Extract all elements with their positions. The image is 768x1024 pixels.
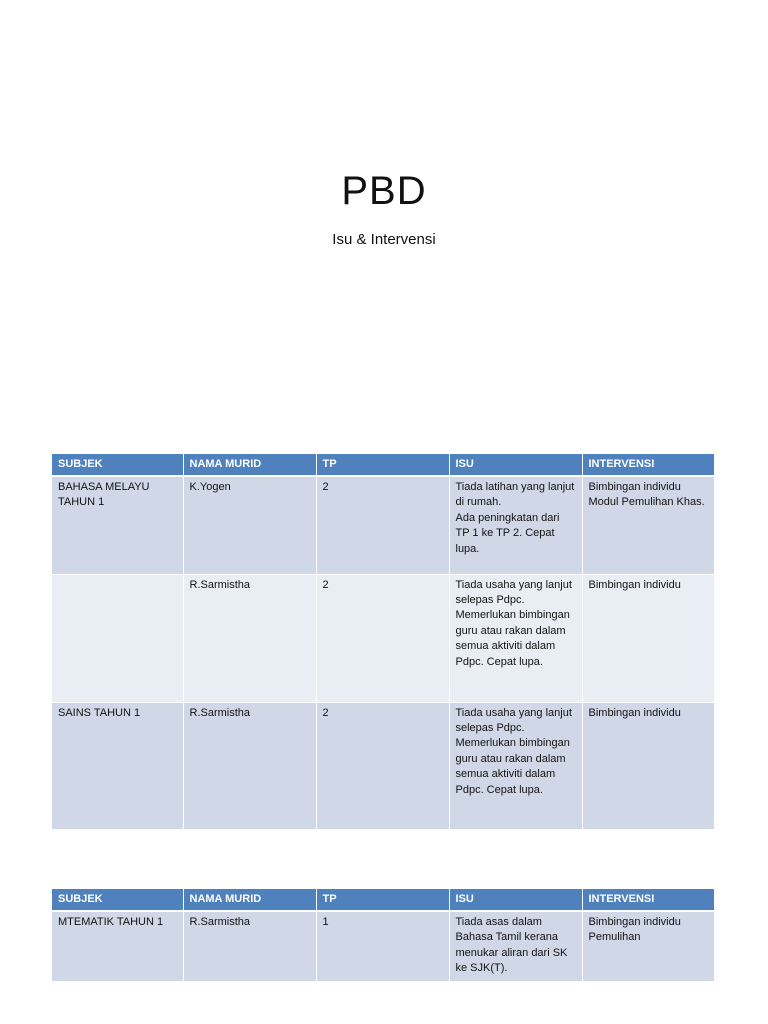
cell-isu bbox=[449, 702, 582, 829]
cell-subjek: MTEMATIK TAHUN 1 bbox=[52, 911, 183, 981]
page-subtitle: Isu & Intervensi bbox=[332, 231, 436, 248]
cell-nama-murid: K.Yogen bbox=[183, 476, 316, 574]
table-header-row bbox=[52, 889, 714, 911]
table-row bbox=[52, 476, 714, 574]
header-nama-murid: NAMA MURID bbox=[183, 889, 316, 911]
cell-tp: 1 bbox=[316, 911, 449, 981]
cell-subjek bbox=[52, 574, 183, 702]
header-tp: TP bbox=[316, 889, 449, 911]
header-isu: ISU bbox=[449, 454, 582, 476]
intervensi-text: Bimbingan individu bbox=[588, 916, 681, 928]
header-intervensi: INTERVENSI bbox=[582, 889, 714, 911]
table-row bbox=[52, 702, 714, 829]
cell-tp: 2 bbox=[316, 476, 449, 574]
table-header-row bbox=[52, 454, 714, 476]
intervensi-text: Bimbingan individu bbox=[588, 481, 681, 493]
page-title: PBD bbox=[341, 169, 427, 213]
isu-text: Tiada latihan yang lanjut di rumah. bbox=[455, 481, 575, 509]
cell-intervensi bbox=[582, 702, 714, 829]
intervensi-text-2: Pemulihan bbox=[588, 931, 641, 944]
cell-isu bbox=[449, 574, 582, 702]
header-isu: ISU bbox=[449, 889, 582, 911]
intervensi-text: Bimbingan individu bbox=[588, 706, 681, 719]
cell-subjek: SAINS TAHUN 1 bbox=[52, 702, 183, 829]
intervensi-text: Bimbingan individu bbox=[588, 578, 681, 591]
cell-nama-murid: R.Sarmistha bbox=[183, 702, 316, 829]
cell-tp: 2 bbox=[316, 702, 449, 829]
cell-nama-murid: R.Sarmistha bbox=[183, 911, 316, 981]
table-row bbox=[52, 911, 714, 981]
isu-text: Tiada usaha yang lanjut selepas Pdpc. bbox=[455, 578, 572, 606]
intervensi-text-2: Modul Pemulihan Khas. bbox=[588, 496, 705, 509]
cell-intervensi bbox=[582, 574, 714, 702]
cell-tp: 2 bbox=[316, 574, 449, 702]
isu-text-2: Memerlukan bimbingan guru atau rakan dalam semua aktiviti dalam Pdpc. Cepat lupa. bbox=[455, 609, 570, 668]
cell-nama-murid: R.Sarmistha bbox=[183, 574, 316, 702]
cell-isu: Tiada asas dalam Bahasa Tamil kerana menukar aliran dari SK ke SJK(T). bbox=[449, 911, 582, 981]
header-subjek: SUBJEK bbox=[52, 889, 183, 911]
isu-text: Tiada usaha yang lanjut selepas Pdpc. bbox=[455, 706, 572, 734]
table-row bbox=[52, 574, 714, 702]
pbd-table-1 bbox=[52, 454, 714, 830]
cell-isu bbox=[449, 476, 582, 574]
isu-text-2: Ada peningkatan dari TP 1 ke TP 2. Cepat lupa. bbox=[455, 511, 560, 555]
cell-subjek: BAHASA MELAYU TAHUN 1 bbox=[52, 476, 183, 574]
header-nama-murid: NAMA MURID bbox=[183, 454, 316, 476]
cell-intervensi bbox=[582, 911, 714, 981]
cell-intervensi bbox=[582, 476, 714, 574]
pbd-table-2 bbox=[52, 889, 714, 982]
header-tp: TP bbox=[316, 454, 449, 476]
header-subjek: SUBJEK bbox=[52, 454, 183, 476]
isu-text-2: Memerlukan bimbingan guru atau rakan dalam semua aktiviti dalam Pdpc. Cepat lupa. bbox=[455, 737, 570, 796]
header-intervensi: INTERVENSI bbox=[582, 454, 714, 476]
